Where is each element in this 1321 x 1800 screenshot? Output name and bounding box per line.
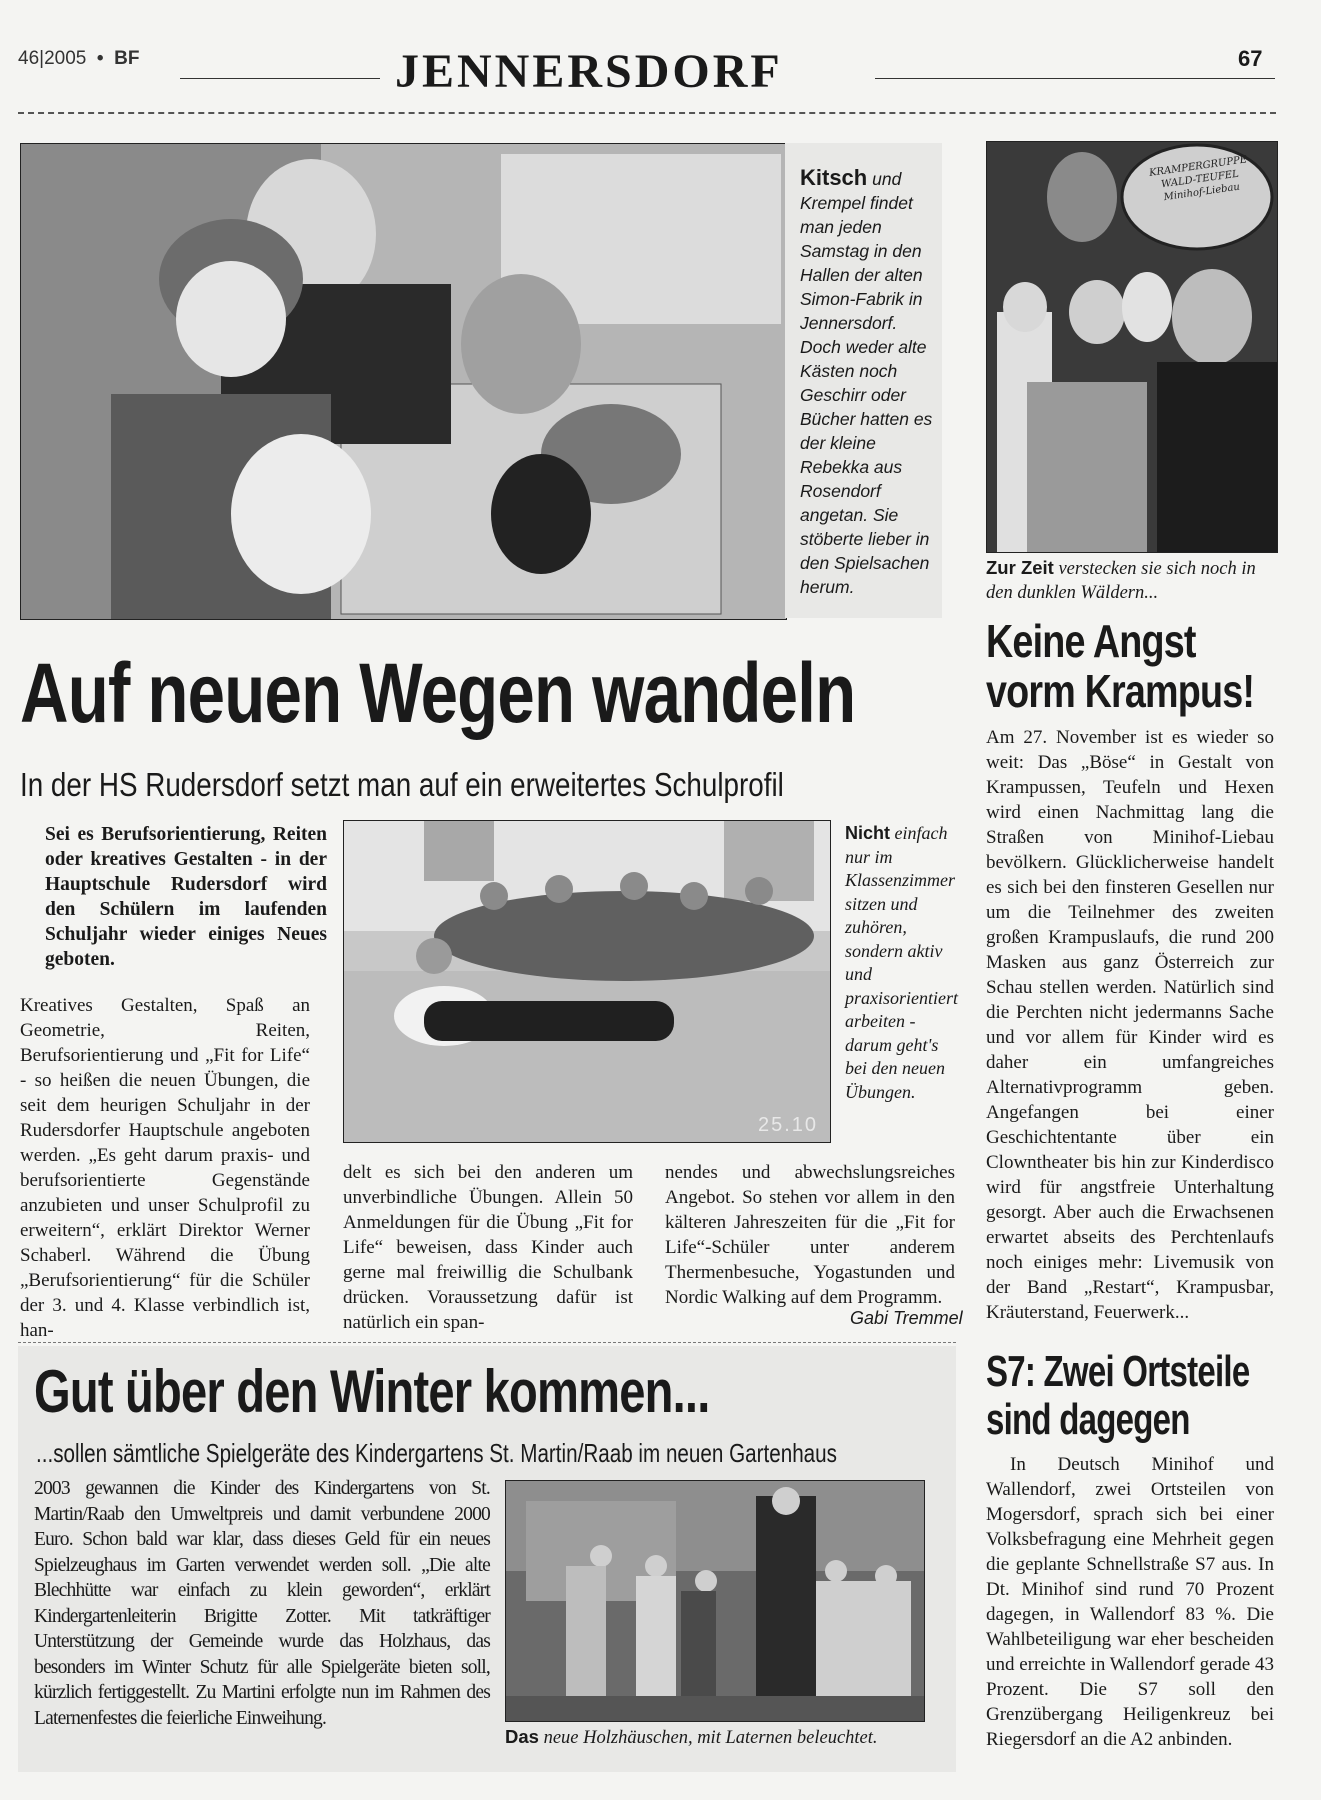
issue-date: 46|2005 (18, 48, 87, 69)
winter-caption-lead: Das (505, 1726, 539, 1747)
school-caption-lead: Nicht (845, 823, 890, 843)
krampus-title (986, 616, 1254, 716)
winter-caption-text: neue Holzhäuschen, mit Laternen beleuchtet. (543, 1728, 878, 1748)
main-article-subtitle: In der HS Rudersdorf setzt man auf ein erweitertes Schulprofil (20, 766, 784, 803)
krampus-title-line2: vorm Krampus! (986, 665, 1255, 717)
kitsch-caption-text: und Krempel findet man jeden Samstag in den Hallen der alten Simon-Fabrik in Jennersdorf. Doch weder alte Kästen noch Geschirr oder Bücher hatten es der kleine Rebekka aus Rosendorf angetan. Sie stöberte lieber in den Spielsachen herum. (800, 169, 933, 597)
s7-body: In Deutsch Minihof und Wallendorf, zwei Ortsteilen von Mogersdorf, sprach sich bei einer Volksbefragung eine Mehrheit gegen die geplante Schnellstraße S7 aus. In Dt. Minihof sind rund 70 Prozent dagegen, in Wallendorf 83 %. Die Wahlbeteiligung war eher bescheiden und erreichte in Wallendorf gerade 43 Prozent. Die S7 soll den Grenzübergang Heiligenkreuz bei Riegersdorf an die A2 anbinden. (986, 1454, 1274, 1750)
paper-abbrev: BF (114, 48, 140, 69)
winter-body: 2003 gewannen die Kinder des Kindergartens von St. Martin/Raab den Umweltpreis und damit verbundene 2000 Euro. Schon bald war klar, dass dieses Geld für ein neues Spielzeughaus im Garten verwendet werden soll. „Die alte Blechhütte war einfach zu klein geworden“, erklärt Kindergartenleiterin Brigitte Zotter. Mit tatkräftiger Unterstützung der Gemeinde wurde das Holzhaus, das besonders im Winter Schutz für alle Spielgeräte bieten soll, kürzlich fertiggestellt. Zu Martini erfolgte nun im Rahmen des Laternenfestes die feierliche Einweihung. (34, 1478, 490, 1729)
s7-title (986, 1348, 1249, 1444)
header-rule-left (180, 78, 380, 79)
main-article-col3: nendes und abwechslungsreiches Angebot. So stehen vor allem in den kälteren Jahreszeiten für die „Fit for Life“-Schüler unter anderem Thermenbesuche, Yogastunden und Nordic Walking auf dem Programm. (665, 1162, 955, 1308)
school-photo-caption (845, 822, 958, 1104)
section-title: JENNERSDORF (395, 45, 783, 98)
school-photo-date-stamp: 25.10 (758, 1114, 819, 1136)
school-caption-text: einfach nur im Klassenzimmer sitzen und zuhören, sondern aktiv und praxisorientiert arbeiten - darum geht's bei den neuen Übungen. (845, 823, 958, 1102)
krampus-photo-caption (986, 556, 1276, 605)
header-divider (18, 112, 1276, 114)
krampus-photo (986, 141, 1278, 553)
page-number: 67 (1238, 46, 1263, 71)
main-article-author: Gabi Tremmel (850, 1308, 963, 1328)
s7-title-line2: sind dagegen (986, 1395, 1190, 1444)
winter-photo-caption (505, 1725, 923, 1751)
school-photo (343, 820, 831, 1143)
winter-top-divider (18, 1342, 956, 1343)
kitsch-caption-lead: Kitsch (800, 165, 868, 190)
header-rule-right (875, 78, 1275, 79)
kitsch-caption (800, 166, 935, 599)
krampus-caption-lead: Zur Zeit (986, 557, 1054, 578)
kitsch-photo (20, 143, 787, 620)
main-article-col1: Kreatives Gestalten, Spaß an Geometrie, Reiten, Berufsorientierung und „Fit for Life“ - so heißen die neuen Übungen, die seit dem heurigen Schuljahr in der Rudersdorfer Hauptschule angeboten werden. „Es geht darum praxis- und berufsorientierte Gegenstände anzubieten und unser Schulprofil zu erweitern“, erklärt Direktor Werner Schaberl. Während die Übung „Berufsorientierung“ für die Schüler der 3. und 4. Klasse verbindlich ist, han- (20, 995, 310, 1341)
winter-title: Gut über den Winter kommen... (34, 1358, 710, 1425)
winter-photo (505, 1480, 925, 1722)
krampus-sign-text: KRAMPERGRUPPE WALD-TEUFEL Minihof-Liebau (1148, 154, 1248, 204)
main-article-lead: Sei es Berufsorientierung, Reiten oder kreatives Gestalten - in der Hauptschule Rudersdorf wird den Schülern im laufenden Schuljahr wieder einiges Neues geboten. (45, 824, 327, 970)
main-article-title: Auf neuen Wegen wandeln (20, 646, 856, 740)
issue-number (18, 48, 139, 70)
krampus-title-line1: Keine Angst (986, 615, 1196, 667)
winter-subtitle: ...sollen sämtliche Spielgeräte des Kindergartens St. Martin/Raab im neuen Gartenhaus (36, 1438, 837, 1468)
krampus-caption-text: verstecken sie sich noch in den dunklen Wäldern... (986, 559, 1256, 603)
bullet-separator: • (91, 48, 109, 69)
main-article-col2: delt es sich bei den anderen um unverbindliche Übungen. Allein 50 Anmeldungen für die Übung „Fit for Life“ beweisen, dass Kinder auch gerne mal freiwillig die Schulbank drücken. Voraussetzung dafür ist natürlich ein span- (343, 1162, 633, 1333)
krampus-body: Am 27. November ist es wieder so weit: Das „Böse“ in Gestalt von Krampussen, Teufeln und Hexen wird einen Nachmittag lang die Straßen von Minihof-Liebau bevölkern. Glücklicherweise handelt es sich bei den finsteren Gesellen nur um die Teilnehmer des zweiten großen Krampuslaufs, die rund 200 Masken aus ganz Österreich zur Schau stellen werden. Natürlich sind die Perchten nicht jedermanns Sache und vor allem für Kinder wird es daher ein umfangreiches Alternativprogramm geben. Angefangen bei einer Geschichtentante über ein Clowntheater bis hin zur Kinderdisco wird für angstfreie Unterhaltung gesorgt. Aber auch die Erwachsenen erwartet abseits des Perchtenlaufs noch einiges mehr: Livemusik von der Band „Restart“, Krampusbar, Kräuterstand, Feuerwerk... (986, 727, 1274, 1323)
s7-title-line1: S7: Zwei Ortsteile (986, 1347, 1250, 1396)
